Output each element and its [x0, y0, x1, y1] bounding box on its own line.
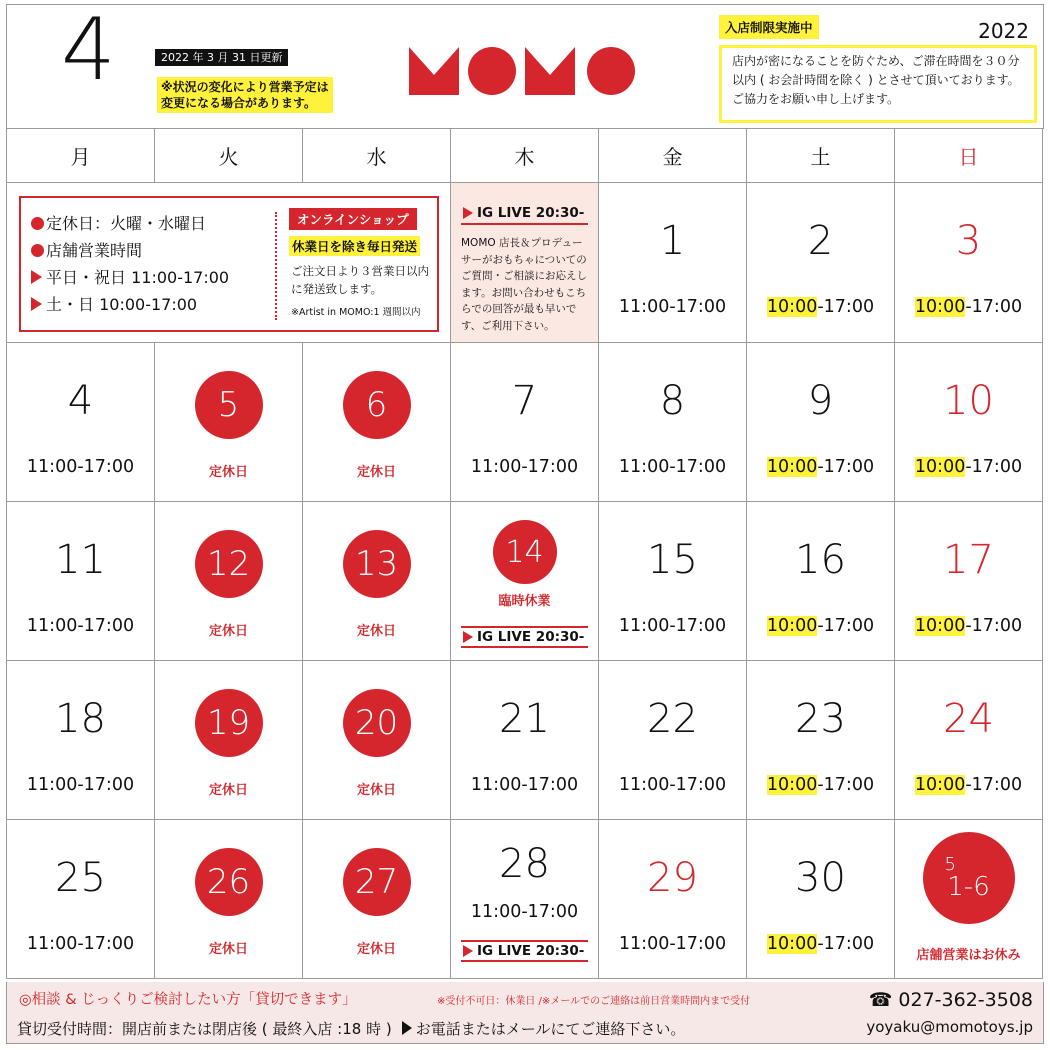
bullet-icon — [31, 217, 44, 230]
bullet-icon — [31, 244, 44, 257]
day-cell[interactable] — [451, 820, 599, 979]
day-cell[interactable] — [451, 661, 599, 820]
closed-day-circle: 5 — [195, 371, 263, 439]
day-number: 22 — [647, 696, 698, 742]
holiday-cell[interactable] — [895, 820, 1043, 979]
weekday-sat: 土 — [747, 129, 895, 183]
notice-line-1: ※状況の変化により営業予定は — [161, 80, 329, 94]
holiday-range-circle — [923, 832, 1015, 924]
closed-day-circle: 12 — [195, 530, 263, 598]
closed-day-circle: 13 — [343, 530, 411, 598]
hours-end: -17:00 — [965, 457, 1023, 477]
ig-live-text: IG LIVE 20:30- — [477, 943, 585, 959]
hours-title: 店舗営業時間 — [46, 241, 143, 260]
closed-label: 定休日 — [208, 942, 248, 957]
day-hours: 11:00-17:00 — [470, 775, 579, 795]
closed-label: 定休日 — [356, 465, 396, 480]
holiday-note: 店舗営業はお休み — [916, 948, 1021, 963]
closed-days-text: 定休日：火曜・水曜日 — [46, 214, 207, 233]
day-number: 18 — [55, 696, 106, 742]
day-number: 8 — [659, 378, 686, 424]
day-cell[interactable] — [7, 343, 155, 502]
closed-day-circle: 27 — [343, 848, 411, 916]
momo-logo — [407, 45, 639, 95]
day-number: 3 — [955, 218, 982, 264]
day-number: 24 — [943, 696, 994, 742]
online-shop-tag: オンラインショップ — [289, 208, 417, 230]
day-cell[interactable] — [747, 343, 895, 502]
play-icon — [463, 945, 473, 957]
day-number: 23 — [795, 696, 846, 742]
day-number: 10 — [943, 378, 994, 424]
day-number: 28 — [499, 841, 550, 887]
day-number: 4 — [67, 378, 94, 424]
store-info-cell — [7, 183, 451, 343]
day-cell[interactable] — [155, 661, 303, 820]
week-row — [7, 183, 1044, 343]
day-cell[interactable] — [303, 820, 451, 979]
closed-day-circle: 19 — [195, 689, 263, 757]
day-cell[interactable] — [747, 820, 895, 979]
day-cell[interactable] — [7, 661, 155, 820]
play-icon — [463, 207, 473, 219]
triangle-icon — [31, 270, 42, 284]
day-hours — [747, 934, 894, 954]
holiday-range: 1-6 — [947, 872, 990, 902]
shipping-daily: 休業日を除き毎日発送 — [289, 236, 420, 256]
week-row — [7, 820, 1044, 979]
weekend-hours-text: 土・日 10:00-17:00 — [46, 295, 198, 314]
triangle-icon — [402, 1021, 412, 1035]
holiday-month: 5 — [944, 854, 956, 875]
ig-live-desc: MOMO 店長＆プロデューサーがおもちゃについてのご質問・ご相談にお応えします。お問い合わせもこちらでの回答が最も早いです、ご利用下さい。 — [461, 237, 587, 332]
day-number: 25 — [55, 855, 106, 901]
consult-note: ※受付不可日：休業日 /※メールでのご連絡は前日営業時間内まで受付 — [437, 996, 751, 1007]
closed-day-circle: 20 — [343, 689, 411, 757]
day-number: 17 — [943, 537, 994, 583]
hours-start: 10:00 — [914, 616, 966, 636]
day-number: 11 — [55, 537, 106, 583]
day-hours — [895, 616, 1042, 636]
day-hours: 11:00-17:00 — [26, 616, 135, 636]
ig-live-label — [461, 626, 588, 648]
hours-start: 10:00 — [766, 775, 818, 795]
weekday-sun: 日 — [895, 129, 1043, 183]
day-hours: 11:00-17:00 — [618, 616, 727, 636]
entry-limit-text: 店内が密になることを防ぐため、ご滞在時間を３０分以内 ( お会計時間を除く ) とさせて頂いております。ご協力をお願い申し上げます。 — [719, 45, 1037, 123]
closed-label: 定休日 — [356, 783, 396, 798]
day-hours — [747, 616, 894, 636]
day-hours: 11:00-17:00 — [470, 902, 579, 922]
day-hours: 11:00-17:00 — [26, 934, 135, 954]
closed-day-circle: 6 — [343, 371, 411, 439]
hours-start: 10:00 — [766, 297, 818, 317]
weekday-tue: 火 — [155, 129, 303, 183]
day-cell[interactable] — [599, 343, 747, 502]
day-cell[interactable] — [599, 183, 747, 343]
temp-closed-label: 臨時休業 — [498, 594, 551, 609]
day-hours: 11:00-17:00 — [470, 457, 579, 477]
day-cell[interactable] — [599, 820, 747, 979]
day-hours: 11:00-17:00 — [26, 775, 135, 795]
reserve-time: 貸切受付時間：開店前または閉店後 ( 最終入店 :18 時 ) — [17, 1020, 392, 1038]
day-cell[interactable] — [303, 661, 451, 820]
day-cell[interactable] — [599, 661, 747, 820]
day-hours — [895, 457, 1042, 477]
ig-live-label — [461, 940, 588, 962]
hours-start: 10:00 — [766, 934, 818, 954]
day-cell[interactable] — [451, 343, 599, 502]
day-cell[interactable] — [303, 343, 451, 502]
hours-end: -17:00 — [965, 616, 1023, 636]
day-number: 16 — [795, 537, 846, 583]
hours-end: -17:00 — [817, 934, 875, 954]
day-cell[interactable] — [155, 502, 303, 661]
day-number: 2 — [807, 218, 834, 264]
day-cell[interactable] — [895, 343, 1043, 502]
hours-start: 10:00 — [914, 297, 966, 317]
updated-date: 2022 年 3 月 31 日更新 — [155, 49, 288, 66]
store-info-box — [19, 196, 439, 332]
week-row — [7, 343, 1044, 502]
day-cell[interactable] — [7, 820, 155, 979]
hours-end: -17:00 — [965, 297, 1023, 317]
calendar-grid — [6, 128, 1044, 979]
artist-note: ※Artist in MOMO:1 週間以内 — [291, 307, 421, 318]
week-row — [7, 661, 1044, 820]
ig-live-info-cell — [451, 183, 599, 343]
hours-start: 10:00 — [914, 775, 966, 795]
triangle-icon — [31, 297, 42, 311]
footer — [6, 982, 1044, 1044]
calendar-header — [6, 0, 1044, 128]
day-number: 29 — [647, 855, 698, 901]
store-hours-info — [31, 210, 229, 318]
day-cell[interactable] — [155, 820, 303, 979]
day-number: 21 — [499, 696, 550, 742]
day-hours — [895, 297, 1042, 317]
reserve-info — [17, 1018, 685, 1039]
day-cell[interactable] — [895, 661, 1043, 820]
hours-end: -17:00 — [817, 457, 875, 477]
month-number: 4 — [61, 0, 116, 100]
schedule-notice — [157, 77, 333, 113]
ig-live-title: IG LIVE 20:30- — [477, 205, 585, 221]
hours-end: -17:00 — [817, 297, 875, 317]
day-number: 30 — [795, 855, 846, 901]
notice-line-2: 変更になる場合があります。 — [161, 96, 317, 110]
hours-start: 10:00 — [766, 616, 818, 636]
weekday-thu: 木 — [451, 129, 599, 183]
day-cell[interactable] — [451, 502, 599, 661]
hours-start: 10:00 — [914, 457, 966, 477]
closed-label: 定休日 — [208, 465, 248, 480]
dotted-divider — [275, 212, 277, 320]
hours-end: -17:00 — [965, 775, 1023, 795]
day-number: 9 — [807, 378, 834, 424]
day-number: 1 — [659, 218, 686, 264]
closed-label: 定休日 — [356, 624, 396, 639]
day-cell[interactable] — [747, 502, 895, 661]
day-hours: 11:00-17:00 — [618, 775, 727, 795]
consult-text: ◎相談 & じっくりご検討したい方「貸切できます」 — [19, 992, 357, 1008]
weekday-wed: 水 — [303, 129, 451, 183]
day-hours — [747, 457, 894, 477]
play-icon — [463, 631, 473, 643]
day-number: 7 — [511, 378, 538, 424]
day-number: 15 — [647, 537, 698, 583]
ig-live-label — [461, 203, 588, 225]
shipping-text: ご注文日より３営業日以内に発送致します。 — [291, 264, 429, 296]
weekday-fri: 金 — [599, 129, 747, 183]
day-hours — [747, 775, 894, 795]
day-cell[interactable] — [747, 183, 895, 343]
day-cell[interactable] — [895, 502, 1043, 661]
day-hours — [747, 297, 894, 317]
temp-closed-circle: 14 — [493, 520, 557, 584]
ig-live-text: IG LIVE 20:30- — [477, 629, 585, 645]
weekday-hours-text: 平日・祝日 11:00-17:00 — [46, 268, 230, 287]
day-cell[interactable] — [895, 183, 1043, 343]
day-hours: 11:00-17:00 — [618, 297, 727, 317]
phone-number[interactable]: ☎ 027-362-3508 — [868, 989, 1033, 1011]
day-hours: 11:00-17:00 — [618, 934, 727, 954]
day-cell[interactable] — [747, 661, 895, 820]
day-hours — [895, 775, 1042, 795]
year: 2022 — [978, 19, 1029, 43]
day-cell[interactable] — [7, 502, 155, 661]
hours-end: -17:00 — [817, 616, 875, 636]
week-row — [7, 502, 1044, 661]
day-cell[interactable] — [155, 343, 303, 502]
weekday-mon: 月 — [7, 129, 155, 183]
closed-label: 定休日 — [208, 624, 248, 639]
entry-limit-tag: 入店制限実施中 — [719, 15, 819, 39]
closed-label: 定休日 — [356, 942, 396, 957]
day-cell[interactable] — [599, 502, 747, 661]
email-link[interactable]: yoyaku@momotoys.jp — [866, 1018, 1033, 1036]
hours-start: 10:00 — [766, 457, 818, 477]
closed-day-circle: 26 — [195, 848, 263, 916]
contact-text: お電話またはメールにてご連絡下さい。 — [415, 1020, 686, 1038]
closed-label: 定休日 — [208, 783, 248, 798]
weekday-row — [7, 129, 1044, 183]
hours-end: -17:00 — [817, 775, 875, 795]
day-hours: 11:00-17:00 — [618, 457, 727, 477]
day-cell[interactable] — [303, 502, 451, 661]
day-hours: 11:00-17:00 — [26, 457, 135, 477]
